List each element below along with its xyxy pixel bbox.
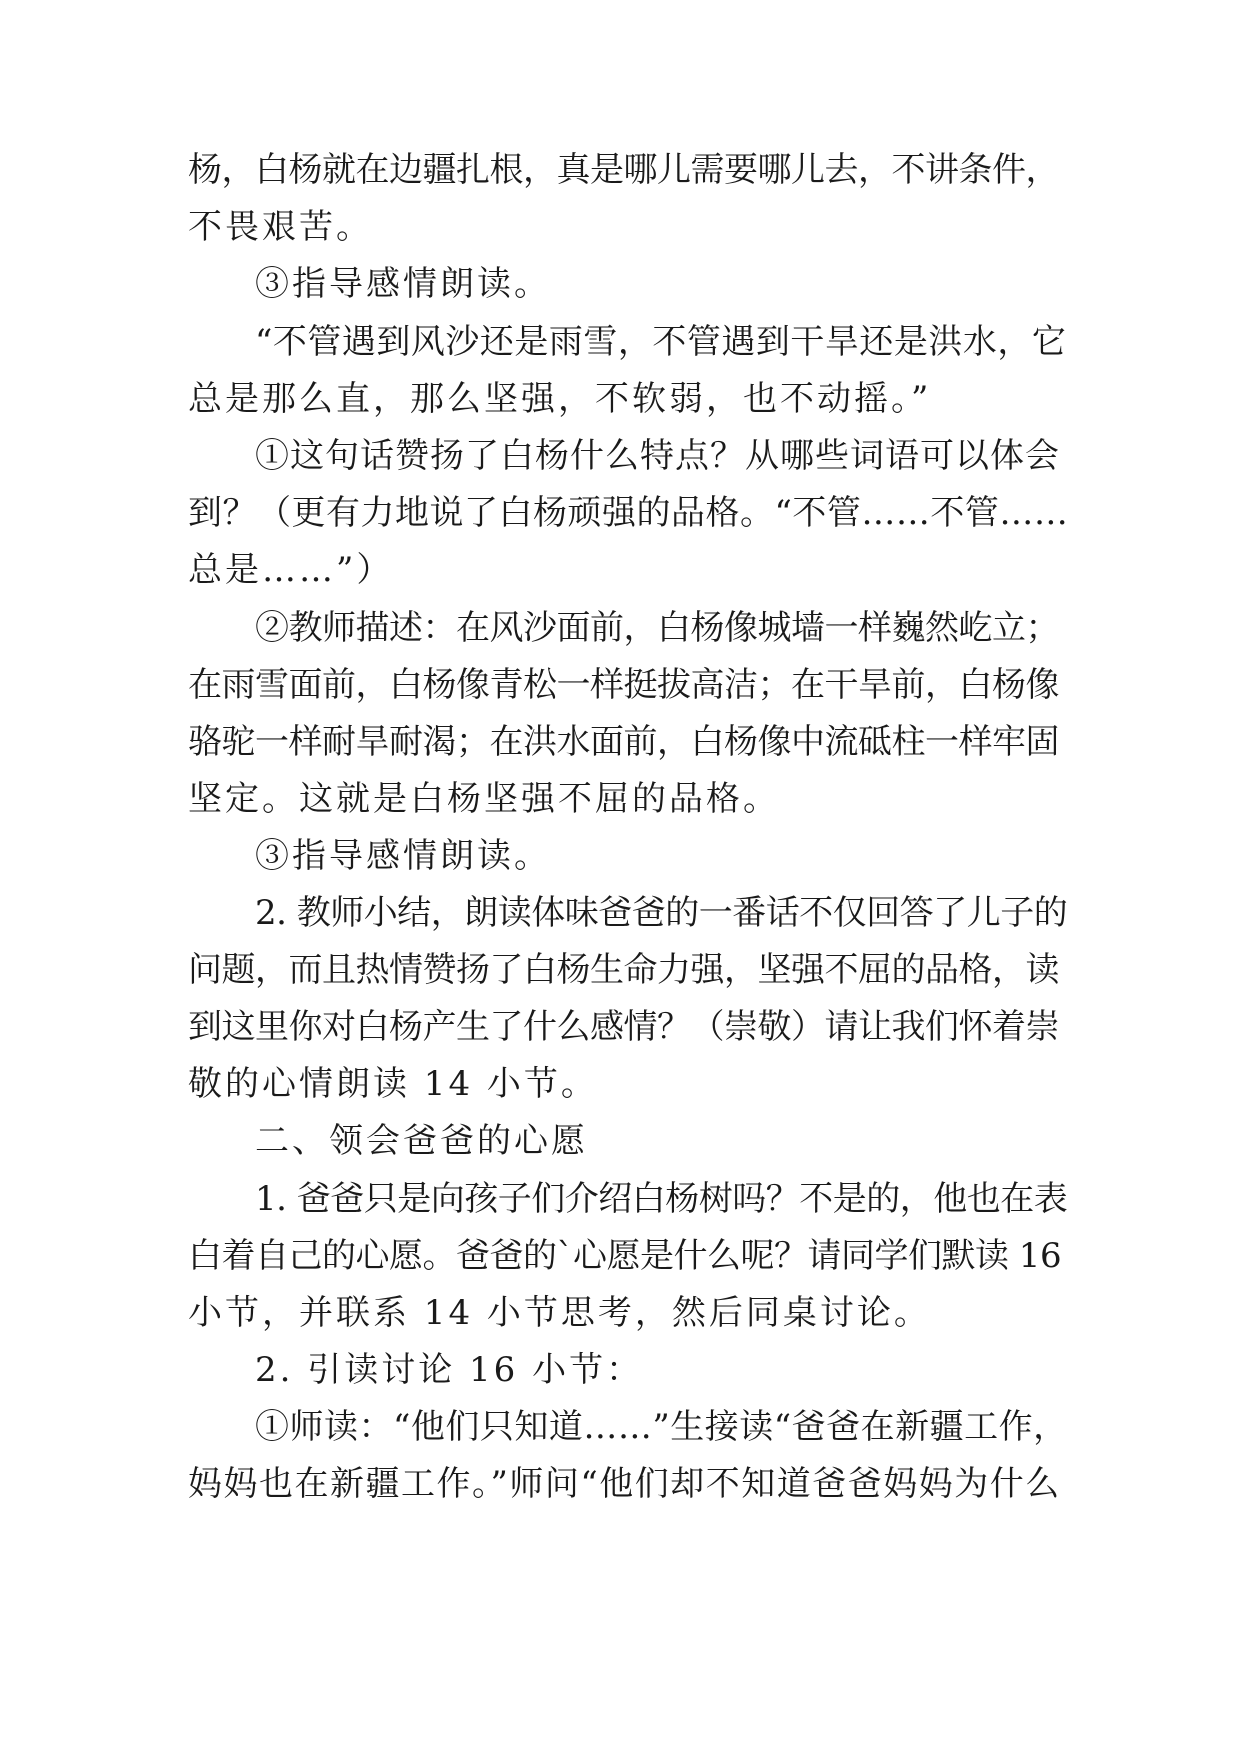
text-line: 敬的心情朗读 14 小节。	[188, 1064, 598, 1104]
text-line: 不畏艰苦。	[188, 207, 373, 247]
text-line: ②教师描述：在风沙面前，白杨像城墙一样巍然屹立；	[255, 608, 1059, 648]
text-line: “不管遇到风沙还是雨雪，不管遇到干旱还是洪水，它	[255, 322, 1067, 362]
section-heading: 二、领会爸爸的心愿	[255, 1121, 588, 1161]
text-line: 骆驼一样耐旱耐渴；在洪水面前，白杨像中流砥柱一样牢固	[188, 722, 1059, 762]
text-line: 到这里你对白杨产生了什么感情？（崇敬）请让我们怀着崇	[188, 1007, 1059, 1047]
text-line: ③指导感情朗读。	[255, 264, 551, 304]
text-line: ③指导感情朗读。	[255, 836, 551, 876]
text-line: 白着自己的心愿。爸爸的`心愿是什么呢？请同学们默读 16	[188, 1236, 1062, 1276]
text-line: 妈妈也在新疆工作。”师问“他们却不知道爸爸妈妈为什么	[188, 1464, 1061, 1504]
text-line: 到？（更有力地说了白杨顽强的品格。“不管……不管……	[188, 493, 1069, 533]
text-line: 2. 引读讨论 16 小节：	[255, 1350, 644, 1390]
text-line: 在雨雪面前，白杨像青松一样挺拔高洁；在干旱前，白杨像	[188, 665, 1059, 705]
text-line: 总是那么直，那么坚强，不软弱，也不动摇。”	[188, 379, 932, 419]
text-line: 小节，并联系 14 小节思考，然后同桌讨论。	[188, 1293, 931, 1333]
text-line: 1. 爸爸只是向孩子们介绍白杨树吗？不是的，他也在表	[255, 1179, 1068, 1219]
text-line: 总是……”）	[188, 550, 394, 590]
text-line: ①师读：“他们只知道……”生接读“爸爸在新疆工作，	[255, 1407, 1068, 1447]
text-line: 问题，而且热情赞扬了白杨生命力强，坚强不屈的品格，读	[188, 950, 1059, 990]
text-line: 杨，白杨就在边疆扎根，真是哪儿需要哪儿去，不讲条件，	[188, 150, 1059, 190]
text-line: 坚定。这就是白杨坚强不屈的品格。	[188, 779, 780, 819]
text-line: 2. 教师小结，朗读体味爸爸的一番话不仅回答了儿子的	[255, 893, 1068, 933]
text-line: ①这句话赞扬了白杨什么特点？从哪些词语可以体会	[255, 436, 1060, 476]
